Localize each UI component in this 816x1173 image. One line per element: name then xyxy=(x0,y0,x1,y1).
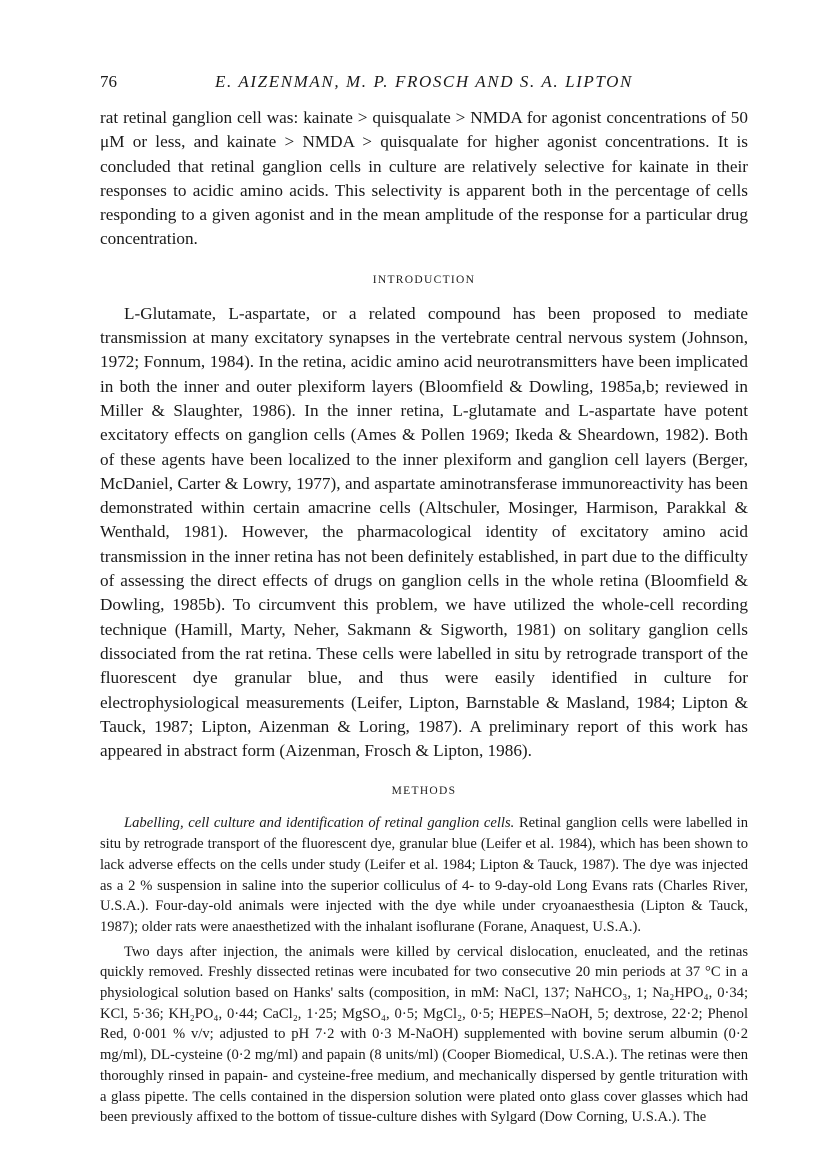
running-header xyxy=(100,72,748,96)
methods-paragraph-1-text: Retinal ganglion cells were labelled in situ by retrograde transport of the fluorescent dye, granular blue (Leifer et al. 1984), which has been shown to lack adverse effects on the cells under study (Leifer et al. 1984; Lipton & Tauck, 1987). The dye was injected as a 2 % suspension in saline into the superior colliculus of 4- to 9-day-old Long Evans rats (Charles River, U.S.A.). Four-day-old animals were injected with the dye while under cryoanaesthesia (Lipton & Tauck, 1987); older rats were anaesthetized with the inhalant isoflurane (Forane, Anaquest, U.S.A.). xyxy=(100,815,748,935)
running-header-authors: E. AIZENMAN, M. P. FROSCH AND S. A. LIPTON xyxy=(215,72,633,91)
introduction-heading: INTRODUCTION xyxy=(372,273,476,286)
methods-paragraph-2: Two days after injection, the animals were killed by cervical dislocation, enucleated, and the retinas quickly removed. Freshly dissected retinas were incubated for two consecutive 20 min periods at 37 °C in a physiological solution based on Hanks' salts (composition, in mM: NaCl, 137; NaHCO₃, 1; Na₂HPO₄, 0·34; KCl, 5·36; KH₂PO₄, 0·44; CaCl₂, 1·25; MgSO₄, 0·5; MgCl₂, 0·5; HEPES–NaOH, 5; dextrose, 22·2; Phenol Red, 0·001 % v/v; adjusted to pH 7·2 with 0·3 M-NaOH) supplemented with bovine serum albumin (0·2 mg/ml), DL-cysteine (0·2 mg/ml) and papain (8 units/ml) (Cooper Biomedical, U.S.A.). The retinas were then thoroughly rinsed in papain- and cysteine-free medium, and mechanically dispersed by gentle trituration with a glass pipette. The cells contained in the dispersion solution were plated onto glass cover glasses which had been previously affixed to the bottom of tissue-culture dishes with Sylgard (Dow Corning, U.S.A.). The xyxy=(100,943,748,1126)
methods-paragraph-1 xyxy=(100,813,748,937)
abstract-continuation: rat retinal ganglion cell was: kainate > quisqualate > NMDA for agonist concentrations of 50 μM or less, and kainate > NMDA > quisqualate for higher agonist concentrations. It is concluded that retinal ganglion cells in culture are relatively selective for kainate in their responses to acidic amino acids. This selectivity is apparent both in the percentage of cells responding to a given agonist and in the mean amplitude of the response for a particular drug concentration. xyxy=(100,108,748,249)
page xyxy=(100,72,748,1128)
methods-heading: METHODS xyxy=(391,785,457,798)
introduction-paragraph: L-Glutamate, L-aspartate, or a related compound has been proposed to mediate transmission at many excitatory synapses in the vertebrate central nervous system (Johnson, 1972; Fonnum, 1984). In the retina, acidic amino acid neurotransmitters have been implicated in both the inner and outer plexiform layers (Bloomfield & Dowling, 1985a,b; reviewed in Miller & Slaughter, 1986). In the inner retina, L-glutamate and L-aspartate have potent excitatory effects on ganglion cells (Ames & Pollen 1969; Ikeda & Sheardown, 1982). Both of these agents have been localized to the inner plexiform and ganglion cell layers (Berger, McDaniel, Carter & Lowry, 1977), and aspartate aminotransferase immunoreactivity has been demonstrated within certain amacrine cells (Altschuler, Mosinger, Harmison, Parakkal & Wenthald, 1981). However, the pharmacological identity of excitatory amino acid transmission in the inner retina has not been definitely established, in part due to the difficulty of assessing the direct effects of drugs on ganglion cells in the whole retina (Bloomfield & Dowling, 1985b). To circumvent this problem, we have utilized the whole-cell recording technique (Hamill, Marty, Neher, Sakmann & Sigworth, 1981) on solitary ganglion cells dissociated from the rat retina. These cells were labelled in situ by retrograde transport of the fluorescent dye granular blue, and thus were easily identified in culture for electrophysiological measurements (Leifer, Lipton, Barnstable & Masland, 1984; Lipton & Tauck, 1987; Lipton, Aizenman & Loring, 1987). A preliminary report of this work has appeared in abstract form (Aizenman, Frosch & Lipton, 1986). xyxy=(100,303,748,761)
page-number: 76 xyxy=(100,72,117,91)
methods-subheading: Labelling, cell culture and identification of retinal ganglion cells. xyxy=(124,815,515,832)
